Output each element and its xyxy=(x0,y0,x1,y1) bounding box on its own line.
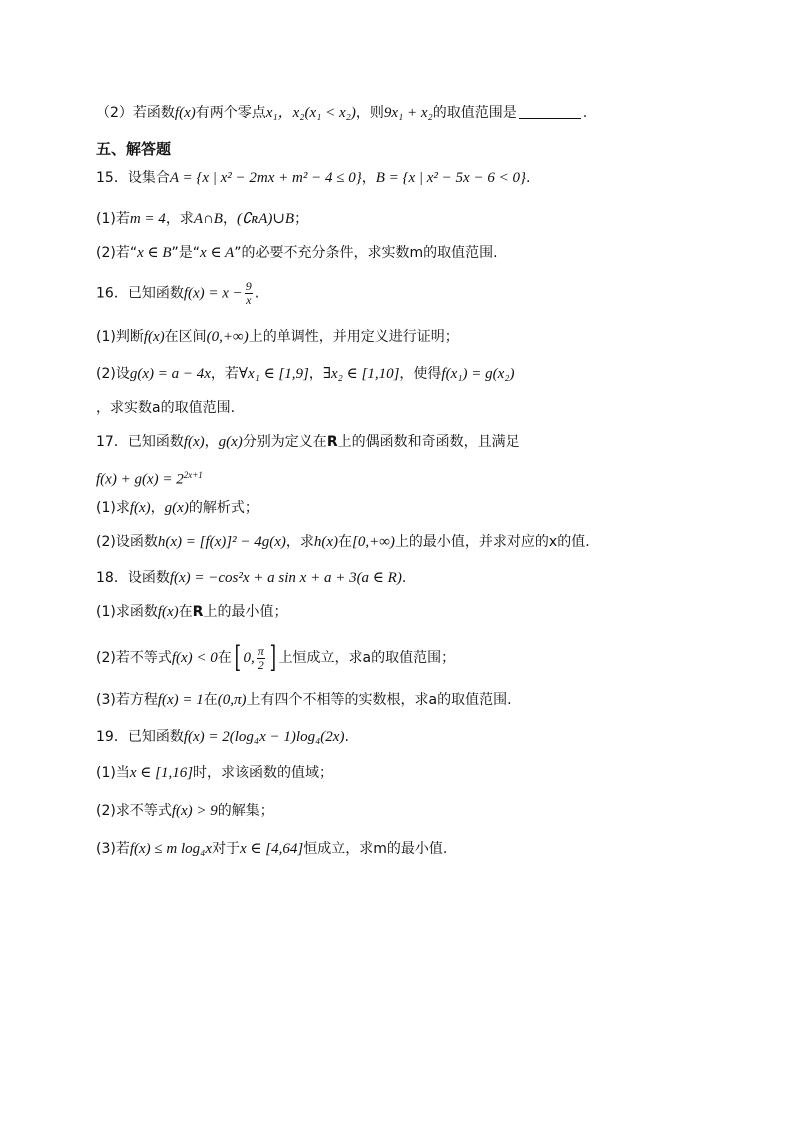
q16-stem-pre: 16．已知函数 xyxy=(96,285,184,302)
q14-part2-post: 的取值范围是 xyxy=(432,105,517,121)
q18-p3-pre: (3)若方程 xyxy=(96,692,158,708)
q18-p3-interval: (0,π) xyxy=(217,692,247,708)
q18-p2-pi-fraction xyxy=(257,645,265,672)
q16-p2-mid3: ，使得 xyxy=(399,366,442,382)
q14-part2-mid1: 有两个零点 xyxy=(195,105,266,121)
q16-p1-interval: (0,+∞) xyxy=(206,329,249,345)
q18-p2-mid: 在 xyxy=(217,650,232,666)
q15-set-b: B = {x | x² − 5x − 6 < 0} xyxy=(375,170,526,186)
q15-stem xyxy=(96,168,530,188)
q18-p3-mid: 在 xyxy=(203,692,218,708)
q17-eq: f(x) + g(x) = 2 xyxy=(96,471,184,488)
q18-p2-pi: π xyxy=(257,643,264,658)
section-heading: 五、解答题 xyxy=(96,140,172,158)
left-bracket-icon: [ xyxy=(234,640,241,675)
q19-part1 xyxy=(96,763,333,783)
q18-part1 xyxy=(96,602,287,622)
q19-stem-pre: 19．已知函数 xyxy=(96,729,184,745)
q15-p2-pre: (2)若“ xyxy=(96,245,138,261)
q16-p2-pre: (2)设 xyxy=(96,366,130,382)
q19-part3 xyxy=(96,839,447,859)
q19-p2-ineq: f(x) > 9 xyxy=(171,803,218,819)
q15-p1-end: ； xyxy=(294,211,309,227)
q16-p2-eq: f(x₁) = g(x₂) xyxy=(441,366,515,382)
q15-part2 xyxy=(96,243,498,263)
q17-p2-h2: h(x) xyxy=(313,534,339,550)
q17-p1-sep: ， xyxy=(150,500,165,516)
q18-p1-f: f(x) xyxy=(157,604,179,620)
q18-p2-post: 上恒成立，求a的取值范围； xyxy=(278,650,456,666)
q17-p2-h: h(x) = [f(x)]² − 4g(x) xyxy=(157,534,286,550)
q15-p1-pre: (1)若 xyxy=(96,211,130,227)
q17-p2-interval: [0,+∞) xyxy=(352,534,395,550)
q19-p1-pre: (1)当 xyxy=(96,765,130,781)
q18-p1-pre: (1)求函数 xyxy=(96,604,158,620)
q17-p1-pre: (1)求 xyxy=(96,500,130,516)
q14-part2-end: . xyxy=(582,105,588,121)
q15-p2-c1: x ∈ B xyxy=(137,245,172,261)
q17-equation xyxy=(96,465,203,490)
q18-p2-ineq: f(x) < 0 xyxy=(171,650,218,666)
q16-p2-mid2: ， xyxy=(308,366,323,382)
q14-part2-fx: f(x) xyxy=(174,105,196,121)
q18-p2-int-left: 0, xyxy=(243,650,255,666)
q19-f: f(x) = 2(log₄x − 1)log₄(2x) xyxy=(183,729,345,745)
q18-p3-eq: f(x) = 1 xyxy=(157,692,204,708)
q16-p2-g: g(x) = a − 4x xyxy=(129,366,211,382)
q16-frac-num: 9 xyxy=(245,279,252,293)
q18-stem-pre: 18．设函数 xyxy=(96,570,170,586)
q17-stem-mid: 分别为定义在 xyxy=(242,434,327,450)
q19-p3-pre: (3)若 xyxy=(96,841,130,857)
q18-part3 xyxy=(96,690,512,710)
q15-stem-end: . xyxy=(525,170,531,186)
q16-p1-pre: (1)判断 xyxy=(96,329,144,345)
q15-p1-mid: ，求 xyxy=(165,211,194,227)
q19-p1-post: 时，求该函数的值域； xyxy=(193,765,334,781)
q16-part2 xyxy=(96,364,514,384)
q16-p1-mid: 在区间 xyxy=(164,329,207,345)
q16-stem-end: . xyxy=(254,285,260,302)
q15-p1-expr2: (∁ʀA)∪B xyxy=(236,211,295,227)
q17-p2-pre: (2)设函数 xyxy=(96,534,158,550)
q18-p2-two: 2 xyxy=(257,657,264,672)
q19-stem-end: . xyxy=(344,729,349,745)
q17-sep: ， xyxy=(204,434,219,450)
q16-p2-q1: ∀x₁ ∈ [1,9] xyxy=(238,366,309,382)
q15-stem-pre: 15．设集合 xyxy=(96,170,170,186)
q17-p2-post: 上的最小值，并求对应的x的值. xyxy=(394,534,590,550)
q15-p1-sep: ， xyxy=(222,211,237,227)
q15-p1-m: m = 4 xyxy=(129,211,166,227)
q18-stem xyxy=(96,568,406,588)
q14-part2-x1: x₁， xyxy=(265,105,293,121)
q15-p2-post: ”的必要不充分条件，求实数m的取值范围. xyxy=(234,245,498,261)
q17-p2-mid2: 在 xyxy=(338,534,353,550)
q18-p1-mid: 在 xyxy=(178,604,193,620)
q16-part2-cont: ，求实数a的取值范围. xyxy=(96,400,236,416)
q18-part2 xyxy=(96,641,455,675)
right-bracket-icon: ] xyxy=(269,640,276,675)
q19-p2-post: 的解集； xyxy=(217,803,274,819)
q17-p1-post: 的解析式； xyxy=(188,500,259,516)
q15-part1 xyxy=(96,209,308,229)
q17-part1 xyxy=(96,498,259,518)
q14-part2-x2: x₂(x₁ < x₂) xyxy=(292,105,356,121)
q17-eq-exponent: 2x+1 xyxy=(183,470,203,480)
q18-p1-post: 上的最小值； xyxy=(203,604,288,620)
q15-set-a: A = {x | x² − 2mx + m² − 4 ≤ 0} xyxy=(169,170,362,186)
q19-stem xyxy=(96,727,349,747)
q17-g: g(x) xyxy=(218,434,243,450)
q18-p1-real-set: R xyxy=(192,604,204,620)
q19-part2 xyxy=(96,801,274,821)
q17-real-set: R xyxy=(326,434,338,450)
q16-f-lhs: f(x) = x − xyxy=(183,285,243,302)
q19-p3-ineq: f(x) ≤ m log₄x xyxy=(129,841,213,857)
q16-stem xyxy=(96,280,259,307)
q17-p1-g: g(x) xyxy=(164,500,189,516)
q18-stem-end: . xyxy=(401,570,407,586)
q16-p1-f: f(x) xyxy=(143,329,165,345)
q15-p2-c2: x ∈ A xyxy=(200,245,235,261)
q14-part2-mid2: ，则 xyxy=(355,105,384,121)
q14-part2-expr: 9x₁ + x₂ xyxy=(383,105,433,121)
q19-p1-cond: x ∈ [1,16] xyxy=(129,765,194,781)
q17-p1-f: f(x) xyxy=(129,500,151,516)
q15-p2-mid: ”是“ xyxy=(171,245,201,261)
q14-part2-pre: （2）若函数 xyxy=(96,105,175,121)
q17-stem-pre: 17．已知函数 xyxy=(96,434,184,450)
q17-p2-mid: ，求 xyxy=(285,534,314,550)
q17-stem-post: 上的偶函数和奇函数，且满足 xyxy=(337,434,520,450)
q17-part2 xyxy=(96,532,590,552)
q18-p3-post: 上有四个不相等的实数根，求a的取值范围. xyxy=(246,692,512,708)
q16-p1-post: 上的单调性，并用定义进行证明； xyxy=(248,329,459,345)
q18-f: f(x) = −cos²x + a sin x + a + 3(a ∈ R) xyxy=(169,570,402,586)
q15-p1-expr1: A∩B xyxy=(193,211,223,227)
q16-p2-mid1: ，若 xyxy=(210,366,239,382)
q16-part1 xyxy=(96,327,459,347)
q16-fraction xyxy=(245,280,253,307)
q19-p3-post: 恒成立，求m的最小值. xyxy=(303,841,448,857)
answer-blank xyxy=(519,104,581,119)
q17-f: f(x) xyxy=(183,434,205,450)
q19-p3-mid: 对于 xyxy=(212,841,241,857)
q18-p2-pre: (2)若不等式 xyxy=(96,650,172,666)
q16-frac-den: x xyxy=(246,293,252,307)
q14-part2 xyxy=(96,103,587,123)
q19-p2-pre: (2)求不等式 xyxy=(96,803,172,819)
q16-p2-q2: ∃x₂ ∈ [1,10] xyxy=(322,366,400,382)
q15-sep: ， xyxy=(361,170,376,186)
q19-p3-cond: x ∈ [4,64] xyxy=(240,841,304,857)
q17-stem xyxy=(96,432,520,452)
